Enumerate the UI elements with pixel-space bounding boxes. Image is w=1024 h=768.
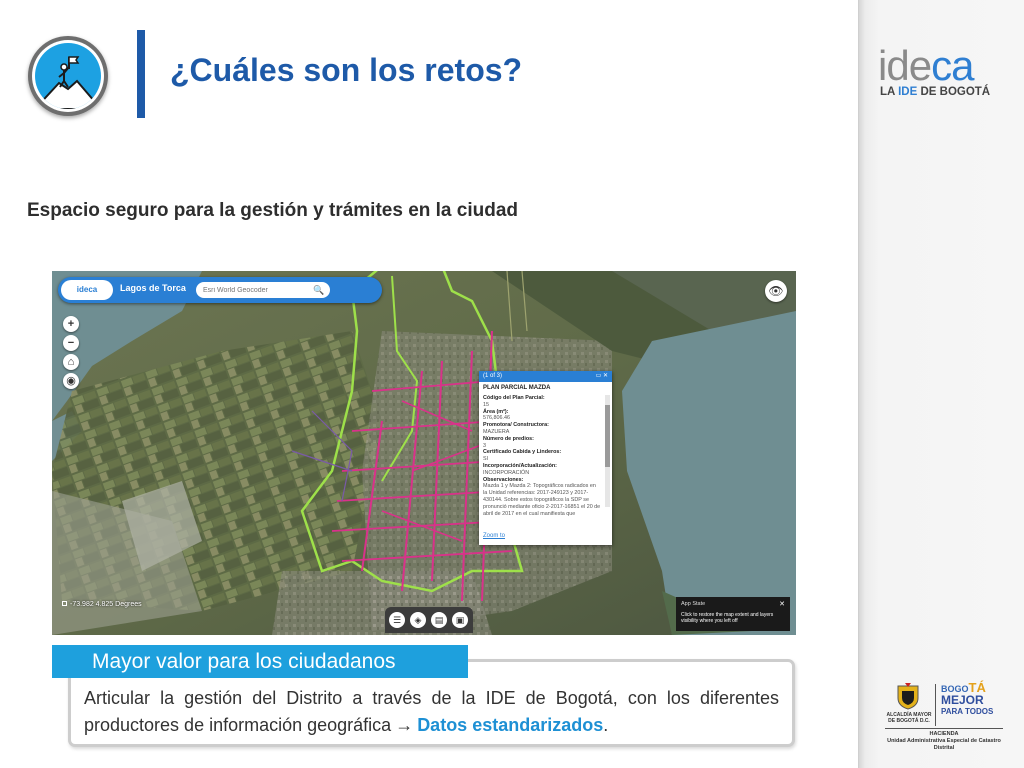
map-search-box[interactable] (196, 282, 330, 298)
app-state-title: App State (681, 601, 706, 607)
zoom-out-button[interactable]: − (63, 335, 79, 351)
map-search-input[interactable] (196, 282, 312, 298)
map-app-title: Lagos de Torca (120, 283, 186, 293)
coordinate-readout (62, 601, 142, 608)
search-icon[interactable]: 🔍 (313, 285, 325, 295)
alcaldia-label: ALCALDÍA MAYOR DE BOGOTÁ D.C. (886, 712, 932, 724)
feature-popup[interactable] (479, 371, 612, 545)
attr-label: Número de predios: (483, 435, 534, 442)
attr-value: SI (483, 456, 489, 463)
arrow-right-icon: → (395, 715, 414, 735)
layer-list-icon[interactable]: ☰ (389, 612, 405, 628)
popup-attributes (483, 395, 601, 517)
locate-icon[interactable]: ◉ (63, 373, 79, 389)
page-title: ¿Cuáles son los retos? (170, 52, 523, 88)
eye-toggle-icon[interactable]: 👁 (765, 280, 787, 302)
title-accent-bar (137, 30, 145, 118)
home-icon[interactable]: ⌂ (63, 354, 79, 370)
hacienda-label (885, 728, 1003, 752)
attr-label: Área (m²): (483, 408, 509, 415)
ideca-wordmark (878, 44, 973, 88)
ideca-tagline-pre: LA (880, 86, 899, 98)
slogan-line-2: MEJOR (941, 693, 984, 707)
popup-scrollbar[interactable] (605, 395, 610, 507)
attr-value: MAZUERA (483, 428, 510, 435)
popup-header (479, 371, 612, 382)
satellite-basemap (52, 271, 796, 635)
coat-of-arms-icon (895, 682, 921, 710)
basemap-icon[interactable]: ◈ (410, 612, 426, 628)
ideca-tagline-ide: IDE (898, 86, 918, 98)
attr-value: Mazda 1 y Mazda 2: Topográficos radicados en la Unidad referencias: 2017-249123 y 2017-430144. Sobre estos topográficos la SDP se pronunció mediante oficio 2-2017-16851 el 20 de abril de 2017 en el cual manifiesta que (483, 483, 601, 517)
attr-label: Certificado Cabida y Linderos: (483, 449, 562, 456)
attr-label: Observaciones: (483, 476, 524, 483)
caption-text (84, 685, 779, 739)
right-side-panel (858, 0, 1024, 768)
map-header-bar (58, 277, 382, 303)
close-icon[interactable]: ✕ (779, 601, 785, 608)
attr-label: Incorporación/Actualización: (483, 462, 557, 469)
section-subtitle: Espacio seguro para la gestión y trámites en la ciudad (27, 200, 518, 221)
bogota-logo (885, 680, 1003, 750)
zoom-in-button[interactable]: + (63, 316, 79, 332)
zoom-to-link[interactable]: Zoom to (483, 533, 506, 539)
popup-window-controls[interactable]: ▭ ✕ (595, 373, 608, 379)
ideca-word-grey: ide (878, 42, 932, 89)
slogan-accent: TÁ (968, 680, 986, 695)
popup-scroll-thumb[interactable] (605, 405, 610, 467)
logo-divider (935, 684, 936, 726)
attr-value: INCORPORACIÓN (483, 469, 530, 476)
popup-title: PLAN PARCIAL MAZDA (483, 385, 551, 391)
slogan-line-3: PARA TODOS (941, 707, 994, 716)
attr-label: Promotora/ Constructora: (483, 422, 549, 429)
map-view[interactable] (52, 271, 796, 635)
ideca-tagline (880, 86, 990, 98)
catastro-unit-label: Unidad Administrativa Especial de Catastro Distrital (887, 738, 1001, 751)
attr-label: Código del Plan Parcial: (483, 395, 545, 401)
slogan-bogota: BOGO (941, 684, 969, 694)
ideca-logo (878, 44, 1010, 104)
map-widget-toolbar (385, 607, 473, 633)
attr-value: 576,806.46 (483, 415, 510, 422)
app-state-panel[interactable] (676, 597, 790, 631)
caption-highlight: Datos estandarizados (417, 715, 604, 735)
mountain-flag-icon (28, 36, 108, 116)
coordinate-value: -73.982 4.825 Degrees (70, 601, 142, 608)
app-state-message[interactable]: Click to restore the map extent and layers visibility where you left off (681, 612, 774, 625)
attr-value: 15 (483, 401, 489, 408)
legend-icon[interactable]: ▤ (431, 612, 447, 628)
popup-counter: (1 of 3) (483, 373, 503, 379)
ideca-word-blue: ca (931, 42, 974, 89)
caption-body: Articular la gestión del Distrito a través de la IDE de Bogotá, con los diferentes productores de información geográfica (84, 688, 779, 735)
ideca-tagline-post: DE BOGOTÁ (917, 86, 991, 98)
attr-value: 3 (483, 442, 486, 449)
value-banner: Mayor valor para los ciudadanos (52, 645, 468, 678)
coordinate-icon[interactable] (62, 601, 67, 606)
print-icon[interactable]: ▣ (452, 612, 468, 628)
hacienda-title: HACIENDA (929, 731, 959, 737)
map-app-logo: ideca (61, 280, 113, 300)
caption-end: . (603, 715, 609, 735)
bogota-slogan (941, 682, 1003, 717)
